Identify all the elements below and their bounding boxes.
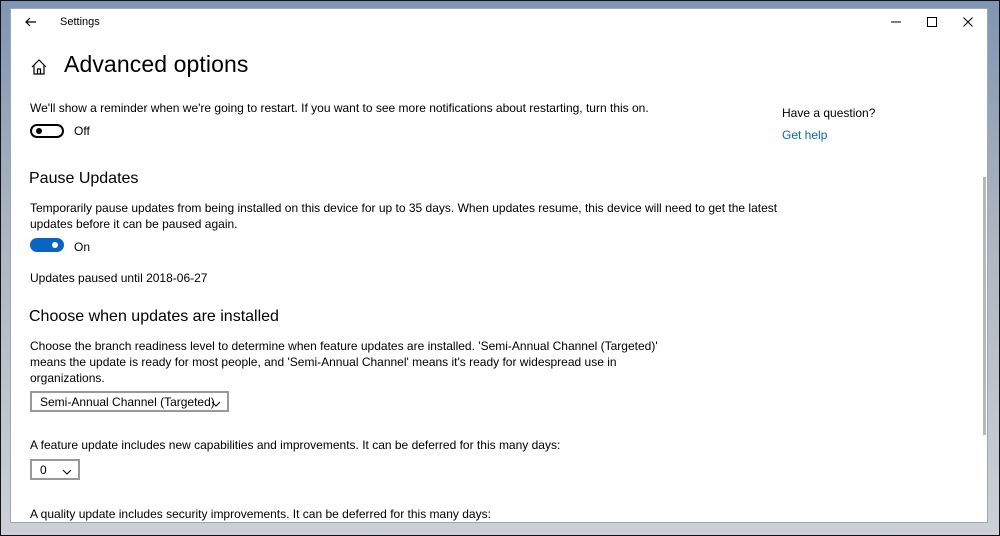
branch-readiness-select[interactable] xyxy=(30,391,229,412)
branch-description-line2: means the update is ready for most people, and 'Semi-Annual Channel' means it's ready for widespread use in xyxy=(30,355,617,369)
home-icon[interactable] xyxy=(30,58,48,76)
maximize-button[interactable] xyxy=(915,9,949,35)
choose-when-heading: Choose when updates are installed xyxy=(29,308,279,325)
restart-reminder-description: We'll show a reminder when we're going to restart. If you want to see more notifications about restarting, turn this on. xyxy=(30,101,649,115)
branch-description-line1: Choose the branch readiness level to determine when feature updates are installed. 'Semi-Annual Channel (Targeted)' xyxy=(30,339,658,353)
pause-updates-description-line2: updates before it can be paused again. xyxy=(30,217,238,231)
app-title: Settings xyxy=(60,16,100,28)
restart-reminder-toggle[interactable] xyxy=(30,124,64,138)
help-title: Have a question? xyxy=(782,106,876,120)
feature-deferral-select[interactable] xyxy=(30,459,80,480)
settings-window xyxy=(10,8,988,523)
feature-update-text: A feature update includes new capabilities and improvements. It can be deferred for this many days: xyxy=(30,438,561,452)
chevron-down-icon xyxy=(62,465,72,473)
back-arrow-icon[interactable] xyxy=(21,12,41,32)
quality-update-text: A quality update includes security improvements. It can be deferred for this many days: xyxy=(30,507,491,521)
chevron-down-icon xyxy=(211,397,221,405)
restart-reminder-toggle-label: Off xyxy=(74,124,90,138)
feature-deferral-value: 0 xyxy=(40,462,47,477)
scrollbar[interactable] xyxy=(983,177,986,435)
title-bar xyxy=(11,9,987,35)
pause-status: Updates paused until 2018-06-27 xyxy=(30,271,208,285)
pause-updates-toggle[interactable] xyxy=(30,238,64,252)
pause-updates-description-line1: Temporarily pause updates from being installed on this device for up to 35 days. When updates resume, this device will need to get the latest xyxy=(30,201,778,215)
branch-readiness-value: Semi-Annual Channel (Targeted) xyxy=(40,394,215,409)
pause-updates-toggle-label: On xyxy=(74,240,91,254)
pause-updates-heading: Pause Updates xyxy=(29,170,139,187)
close-button[interactable] xyxy=(951,9,985,35)
branch-description-line3: organizations. xyxy=(30,371,105,385)
get-help-link[interactable]: Get help xyxy=(782,128,828,142)
minimize-button[interactable] xyxy=(879,9,913,35)
page-title: Advanced options xyxy=(64,51,249,77)
